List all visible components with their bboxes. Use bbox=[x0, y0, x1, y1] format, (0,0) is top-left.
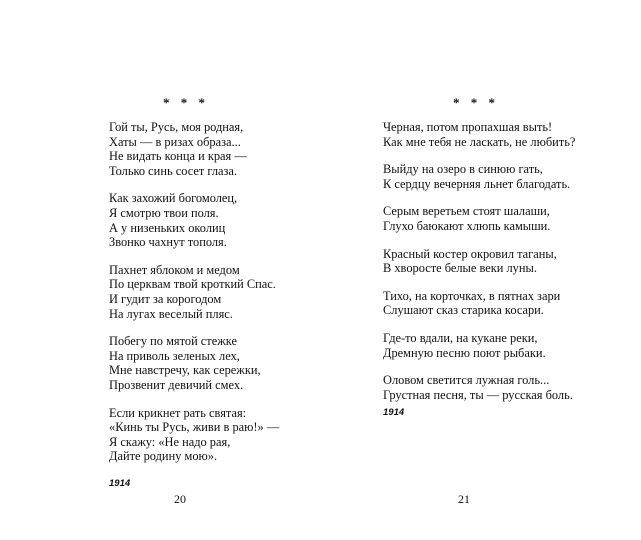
stanza bbox=[383, 289, 575, 318]
stanza bbox=[383, 373, 575, 402]
poem-line: Звонко чахнут тополя. bbox=[109, 235, 227, 250]
poem-line: Прозвенит девичий смех. bbox=[109, 377, 244, 392]
stanza bbox=[383, 204, 575, 233]
poem-line: Я скажу: «Не надо рая, bbox=[109, 434, 231, 449]
poem-line: Красный костер окровил таганы, bbox=[383, 246, 557, 261]
poem-line: А у низеньких околиц bbox=[109, 220, 226, 235]
poem-line: И гудит за корогодом bbox=[109, 291, 222, 306]
poem-line: Выйду на озеро в синюю гать, bbox=[383, 162, 543, 177]
poem-line: Дайте родину мою». bbox=[109, 449, 218, 464]
stanza bbox=[109, 191, 279, 249]
poem-line: Гой ты, Русь, моя родная, bbox=[109, 120, 244, 134]
poem-line: Глухо баюкают хлюпь камыши. bbox=[383, 218, 551, 233]
poem-line: Как захожий богомолец, bbox=[109, 191, 238, 206]
poem-line: Только синь сосет глаза. bbox=[109, 163, 237, 178]
poem-line: На лугах веселый пляс. bbox=[109, 306, 233, 321]
stanza bbox=[109, 334, 279, 392]
poem-line: Хаты — в ризах образа... bbox=[109, 134, 241, 149]
poem-line: Я смотрю твои поля. bbox=[109, 205, 219, 220]
poem-line: Черная, потом пропахшая выть! bbox=[383, 120, 553, 134]
poem-year: 1914 bbox=[383, 407, 405, 419]
poem-line: Грустная песня, ты — русская боль. bbox=[383, 387, 573, 402]
poem-line: По церквам твой кроткий Спас. bbox=[109, 277, 276, 292]
stanza bbox=[109, 263, 279, 321]
poem-line: Дремную песню поют рыбаки. bbox=[383, 345, 546, 360]
poem bbox=[383, 120, 575, 421]
poem-line: Как мне тебя не ласкать, не любить? bbox=[383, 134, 576, 149]
poem-line: В хворосте белые веки луны. bbox=[383, 261, 537, 276]
poem bbox=[109, 120, 279, 491]
page-number: 21 bbox=[458, 492, 470, 506]
stanza bbox=[109, 406, 279, 464]
poem-line: Побегу по мятой стежке bbox=[109, 334, 237, 349]
poem-ornament: * * * bbox=[453, 95, 499, 110]
poem-line: Серым веретьем стоят шалаши, bbox=[383, 204, 550, 219]
stanza bbox=[383, 162, 575, 191]
poem-line: К сердцу вечерняя льнет благодать. bbox=[383, 176, 571, 191]
poem-ornament: * * * bbox=[163, 95, 209, 110]
poem-line: На приволь зеленых лех, bbox=[109, 348, 240, 363]
poem-line: Пахнет яблоком и медом bbox=[109, 262, 240, 277]
left-page bbox=[0, 0, 320, 540]
poem-year: 1914 bbox=[109, 477, 131, 489]
stanza bbox=[383, 331, 575, 360]
poem-line: Мне навстречу, как сережки, bbox=[109, 363, 261, 378]
poem-line: Если крикнет рать святая: bbox=[109, 405, 247, 420]
stanza bbox=[383, 247, 575, 276]
poem-line: Где-то вдали, на кукане реки, bbox=[383, 330, 538, 345]
page-number: 20 bbox=[174, 492, 186, 506]
right-page bbox=[320, 0, 641, 540]
poem-line: «Кинь ты Русь, живи в раю!» — bbox=[109, 420, 280, 435]
poem-line: Не видать конца и края — bbox=[109, 149, 247, 164]
stanza bbox=[109, 120, 279, 178]
poem-line: Тихо, на корточках, в пятнах зари bbox=[383, 288, 561, 303]
poem-line: Оловом светится лужная голь... bbox=[383, 373, 550, 388]
stanza bbox=[383, 120, 575, 149]
poem-line: Слушают сказ старика косари. bbox=[383, 303, 544, 318]
